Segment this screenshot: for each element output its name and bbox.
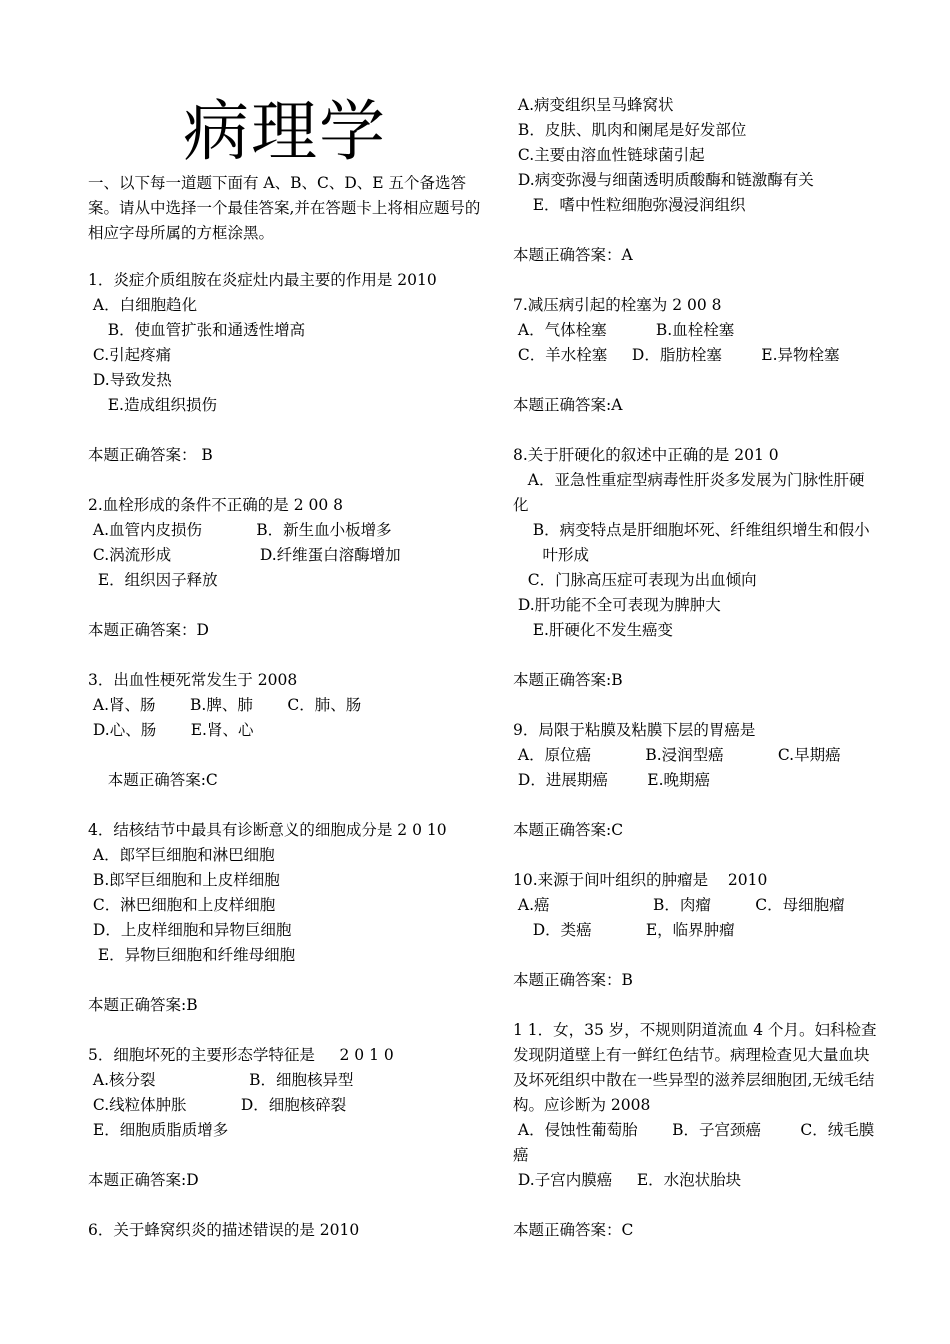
text-line: 5．细胞坏死的主要形态学特征是 2 0 1 0: [88, 1046, 394, 1064]
text-line: A.血管内皮损伤 B．新生血小板增多: [88, 521, 392, 539]
text-line: 本题正确答案:D: [88, 1171, 199, 1189]
text-line: D．上皮样细胞和异物巨细胞: [88, 921, 292, 939]
text-line: 本题正确答案：C: [513, 1221, 634, 1239]
text-line: 叶形成: [513, 546, 590, 564]
text-line: C.涡流形成 D.纤维蛋白溶酶增加: [88, 546, 401, 564]
text-line: E．嗜中性粒细胞弥漫浸润组织: [513, 196, 746, 214]
text-line: A．白细胞趋化: [88, 296, 198, 314]
text-line: 3．出血性梗死常发生于 2008: [88, 671, 298, 689]
text-line: D.导致发热: [88, 371, 172, 389]
text-line: 化: [513, 496, 529, 514]
text-line: B．使血管扩张和通透性增高: [88, 321, 306, 339]
instructions: 一、以下每一道题下面有 A、B、C、D、E 五个备选答案。请从中选择一个最佳答案,并在答题卡上将相应题号的相应字母所属的方框涂黑。: [88, 174, 481, 242]
text-line: C．羊水栓塞 D．脂肪栓塞 E.异物栓塞: [513, 346, 840, 364]
text-line: D.肝功能不全可表现为脾肿大: [513, 596, 721, 614]
text-line: A.肾、肠 B.脾、肺 C．肺、肠: [88, 696, 362, 714]
text-line: C.线粒体肿胀 D．细胞核碎裂: [88, 1096, 347, 1114]
text-line: 本题正确答案:A: [513, 396, 623, 414]
text-line: E．异物巨细胞和纤维母细胞: [88, 946, 296, 964]
text-line: 8.关于肝硬化的叙述中正确的是 201 0: [513, 446, 779, 464]
text-line: D．进展期癌 E.晚期癌: [513, 771, 711, 789]
text-line: C.引起疼痛: [88, 346, 172, 364]
page-title: 病理学: [183, 93, 387, 170]
text-line: D.子宫内膜癌 E．水泡状胎块: [513, 1171, 742, 1189]
text-line: 本题正确答案:B: [88, 996, 198, 1014]
text-line: 及坏死组织中散在一些异型的滋养层细胞团,无绒毛结: [513, 1071, 875, 1089]
text-line: D.病变弥漫与细菌透明质酸酶和链激酶有关: [513, 171, 814, 189]
text-line: 本题正确答案： B: [88, 446, 213, 464]
text-line: B.郎罕巨细胞和上皮样细胞: [88, 871, 280, 889]
text-line: 本题正确答案:B: [513, 671, 623, 689]
text-line: C.主要由溶血性链球菌引起: [513, 146, 705, 164]
text-line: A．郎罕巨细胞和淋巴细胞: [88, 846, 275, 864]
text-line: 10.来源于间叶组织的肿瘤是 2010: [513, 871, 768, 889]
text-line: 癌: [513, 1146, 529, 1164]
text-line: 9．局限于粘膜及粘膜下层的胃癌是: [513, 721, 756, 739]
text-line: 本题正确答案:C: [88, 771, 218, 789]
text-line: 1 1．女，35 岁，不规则阴道流血 4 个月。妇科检查: [513, 1021, 877, 1039]
text-line: 本题正确答案:C: [513, 821, 624, 839]
text-line: A．气体栓塞 B.血栓栓塞: [513, 321, 735, 339]
text-line: A．亚急性重症型病毒性肝炎多发展为门脉性肝硬: [513, 471, 865, 489]
text-line: 本题正确答案：A: [513, 246, 633, 264]
text-line: A.癌 B．肉瘤 C．母细胞瘤: [513, 896, 845, 914]
text-line: E．组织因子释放: [88, 571, 218, 589]
text-line: B．皮肤、肌肉和阑尾是好发部位: [513, 121, 747, 139]
text-line: E.肝硬化不发生癌变: [513, 621, 673, 639]
text-line: 1．炎症介质组胺在炎症灶内最主要的作用是 2010: [88, 271, 437, 289]
text-line: 7.减压病引起的栓塞为 2 00 8: [513, 296, 722, 314]
text-line: A.核分裂 B．细胞核异型: [88, 1071, 354, 1089]
text-line: 本题正确答案：B: [513, 971, 633, 989]
text-line: 4．结核结节中最具有诊断意义的细胞成分是 2 0 10: [88, 821, 447, 839]
text-line: 发现阴道壁上有一鲜红色结节。病理检查见大量血块: [513, 1046, 870, 1064]
text-line: 6．关于蜂窝织炎的描述错误的是 2010: [88, 1221, 360, 1239]
text-line: 构。应诊断为 2008: [513, 1096, 651, 1114]
text-line: D．类癌 E，临界肿瘤: [513, 921, 735, 939]
text-line: C．门脉高压症可表现为出血倾向: [513, 571, 757, 589]
text-line: E．细胞质脂质增多: [88, 1121, 229, 1139]
text-line: E.造成组织损伤: [88, 396, 217, 414]
text-line: 本题正确答案：D: [88, 621, 209, 639]
text-line: A．侵蚀性葡萄胎 B．子宫颈癌 C．绒毛膜: [513, 1121, 875, 1139]
text-line: A.病变组织呈马蜂窝状: [513, 96, 674, 114]
text-line: D.心、肠 E.肾、心: [88, 721, 254, 739]
text-line: C．淋巴细胞和上皮样细胞: [88, 896, 276, 914]
text-line: B．病变特点是肝细胞坏死、纤维组织增生和假小: [513, 521, 870, 539]
text-line: A．原位癌 B.浸润型癌 C.早期癌: [513, 746, 841, 764]
text-line: 2.血栓形成的条件不正确的是 2 00 8: [88, 496, 344, 514]
